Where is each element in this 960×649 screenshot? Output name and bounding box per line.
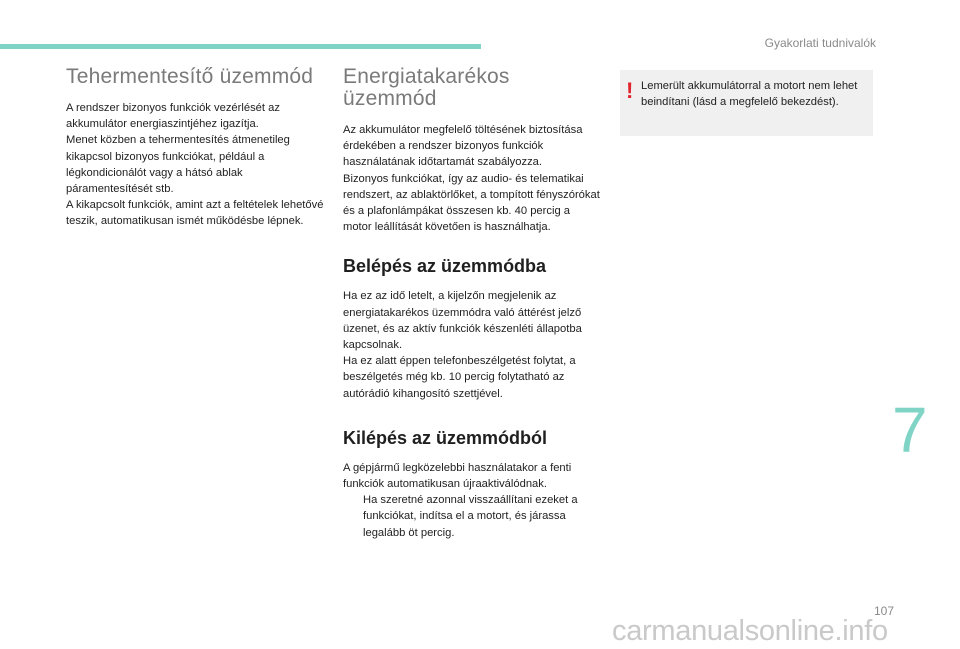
bullet-text: Ha szeretné azonnal visszaállítani ezeket a funkciókat, indítsa el a motort, és járassa legalább öt percig. [363,494,578,539]
paragraph: Ha ez az idő letelt, a kijelzőn megjelenik az energiatakarékos üzemmódra való áttérést jelző üzenet, és az aktív funkciók készenléti állapotba kapcsolnak. [343,290,582,352]
paragraph: Az akkumulátor megfelelő töltésének biztosítása érdekében a rendszer bizonyos funkciók használatának időtartamát szabályozza. [343,124,583,169]
page-number: 107 [874,604,895,618]
heading-exit-mode: Kilépés az üzemmódból [343,427,548,448]
heading-enter-mode: Belépés az üzemmódba [343,256,547,277]
section-running-title: Gyakorlati tudnivalók [764,36,876,50]
paragraph: A rendszer bizonyos funkciók vezérlését az akkumulátor energiaszintjéhez igazítja. [66,102,280,131]
paragraph: Menet közben a tehermentesítés átmenetileg kikapcsol bizonyos funkciókat, például a légkondicionálót vagy a hátsó ablak páramentesítését stb. [66,134,290,196]
arrow-bullet-icon [343,492,363,541]
warning-exclamation-icon: ! [626,78,634,103]
watermark: carmanualsonline.info [612,615,888,647]
paragraph: A gépjármű legközelebbi használatakor a fenti funkciók automatikusan újraaktiválódnak. [343,461,572,491]
warning-box [620,70,873,136]
column-left [66,66,328,230]
header-accent-bar [0,44,481,49]
paragraph: Ha ez alatt éppen telefonbeszélgetést folytat, a beszélgetés még kb. 10 percig folytatható az autórádió kihangosító szettjével. [343,355,576,400]
chapter-number: 7 [892,394,928,466]
warning-text: Lemerült akkumulátorral a motort nem lehet beindítani (lásd a megfelelő bekezdést). [641,80,858,109]
paragraph: Bizonyos funkciókat, így az audio- és telematikai rendszert, az ablaktörlőket, a tompított fényszórókat és a plafonlámpákat összesen kb. 40 percig a motor leállítását követően is használhatja. [343,172,600,234]
bullet-item [343,492,601,541]
paragraph: A kikapcsolt funkciók, amint azt a feltételek lehetővé teszik, automatikusan ismét működésbe lépnek. [66,199,324,228]
heading-load-shedding: Tehermentesítő üzemmód [66,65,314,88]
column-middle [343,66,601,541]
heading-energy-saving: Energiatakarékos üzemmód [343,65,510,110]
